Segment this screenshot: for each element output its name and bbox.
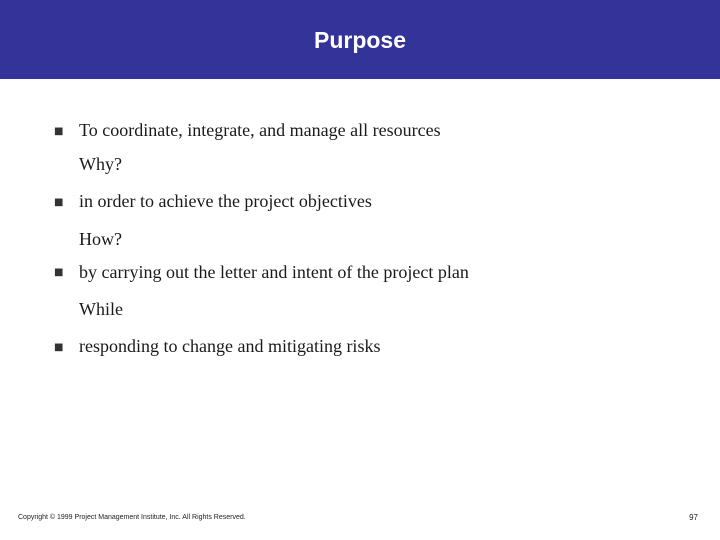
slide-title: Purpose [313, 27, 407, 53]
square-bullet-icon: ■ [54, 126, 64, 137]
sub-label-why: Why? [79, 154, 122, 174]
page-number: 97 [689, 513, 698, 522]
sub-label-how: How? [79, 229, 122, 249]
bullet-item-2: in order to achieve the project objectives [79, 191, 372, 211]
square-bullet-icon: ■ [54, 267, 64, 278]
bullet-item-1: To coordinate, integrate, and manage all resources [79, 120, 441, 140]
sub-label-while: While [79, 299, 123, 319]
footer-copyright: Copyright © 1999 Project Management Institute, Inc. All Rights Reserved. [18, 514, 246, 521]
square-bullet-icon: ■ [54, 342, 64, 353]
square-bullet-icon: ■ [54, 197, 64, 208]
bullet-item-4: responding to change and mitigating risks [79, 336, 381, 356]
bullet-item-3: by carrying out the letter and intent of the project plan [79, 262, 469, 282]
